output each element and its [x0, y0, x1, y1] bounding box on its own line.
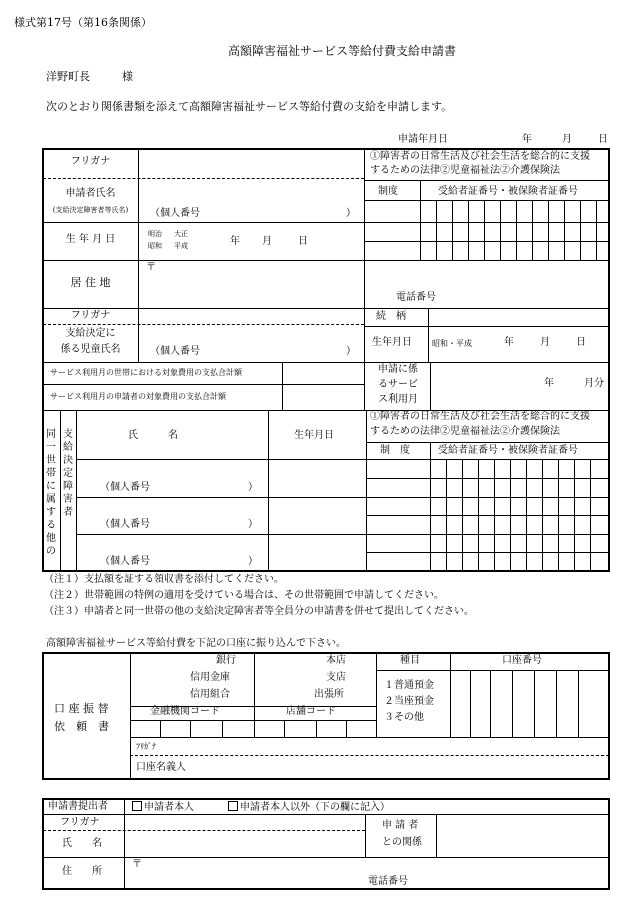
cell-divider [346, 720, 347, 737]
household-total-label: サービス利用月の世帯における対象費用の支払合計額 [50, 368, 242, 377]
household-mynumber-2: （個人番号 [100, 519, 150, 530]
applicant-name-sublabel: (支給決定障害者等氏名) [52, 206, 129, 214]
address-label: 居 住 地 [70, 276, 111, 289]
cell-divider [578, 670, 579, 737]
col-divider [436, 814, 437, 857]
birth-month: 月 [262, 236, 272, 247]
relation-label: 続 柄 [376, 311, 406, 322]
household-birth-header: 生年月日 [294, 430, 334, 441]
applicant-total-label: サービス利用月の申請者の対象費用の支払合計額 [50, 392, 226, 401]
submitter-option-self[interactable] [132, 801, 194, 815]
col-divider [364, 149, 365, 410]
intro-text: 次のとおり関係書類を添えて高額障害福祉サービス等給付費の支給を申請します。 [46, 100, 453, 113]
cell-divider [516, 200, 517, 260]
household-number-header: 受給者証番号・被保険者証番号 [438, 445, 578, 456]
era-meiji: 明治 [148, 230, 162, 238]
row-divider [366, 497, 609, 498]
cell-divider [222, 720, 223, 737]
row-divider [366, 442, 609, 443]
household-mynumber-1: （個人番号 [100, 482, 150, 493]
row-divider [76, 497, 366, 498]
cell-divider [500, 200, 501, 260]
child-birth-day: 日 [576, 337, 586, 348]
row-divider [364, 180, 609, 181]
furigana-divider [43, 324, 364, 325]
household-vertical-left: 同 一 世 帯 に 属 す る 他 の [46, 429, 56, 557]
col-divider [124, 799, 125, 889]
row-divider [43, 384, 364, 385]
other-option-label: 申請者本人以外（下の欄に記入） [240, 802, 390, 813]
addressee: 洋野町長 [46, 70, 90, 83]
submitter-phone-label: 電話番号 [368, 876, 408, 887]
row-divider [366, 534, 609, 535]
service-year: 年 [544, 378, 554, 389]
bank-code-label: 金融機関コード [150, 706, 220, 717]
child-birth-year: 年 [504, 337, 514, 348]
form-title: 高額障害福祉サービス等給付費支給申請書 [228, 44, 457, 58]
child-furigana-label: フリガナ [70, 310, 111, 321]
service-month-label-2: るサービ [378, 379, 418, 390]
cell-divider [470, 670, 471, 737]
birth-day: 日 [298, 236, 308, 247]
col-divider [365, 814, 366, 857]
self-option-label: 申請者本人 [144, 802, 194, 813]
other-checkbox[interactable] [228, 801, 238, 811]
branch-type-2: 支店 [326, 672, 346, 683]
date-label: 申請年月日 [398, 134, 448, 145]
account-number-header: 口座番号 [502, 655, 542, 666]
era-taisho: 大正 [174, 230, 188, 238]
household-law-line1: ①障害者の日常生活及び社会生活を総合的に支援 [370, 411, 590, 422]
submitter-furigana-label: フリガナ [60, 817, 100, 828]
row-divider [130, 720, 376, 721]
era-showa: 昭和 [148, 242, 162, 250]
note-3: （注３）申請者と同一世帯の他の支給決定障害者等全員分の申請書を併せて提出してください。 [44, 606, 474, 617]
furigana-divider [43, 178, 364, 179]
cell-divider [190, 720, 191, 737]
child-era: 昭和・平成 [432, 339, 472, 348]
relation-label-2: との関係 [382, 837, 422, 848]
holder-label: 口座名義人 [136, 762, 186, 773]
cell-divider [512, 670, 513, 737]
cell-divider [548, 200, 549, 260]
date-day: 日 [598, 134, 608, 145]
furigana-label: フリガナ [70, 156, 111, 167]
child-name-label-1: 支給決定に [65, 328, 116, 339]
relation-label-1: 申 請 者 [382, 820, 419, 831]
service-month-label-3: ス利用月 [378, 394, 418, 405]
cell-divider [534, 670, 535, 737]
account-type-header: 種目 [400, 655, 420, 666]
system-col-header: 制度 [378, 186, 398, 197]
note-2: （注２）世帯範囲の特例の適用を受けている場合は、その世帯範囲で申請してください。 [44, 590, 444, 601]
bank-label-1: 口 座 振 替 [54, 702, 109, 715]
col-divider [76, 410, 77, 571]
service-month-unit: 月分 [584, 378, 604, 389]
row-divider [366, 552, 609, 553]
honorific: 様 [122, 70, 133, 83]
bank-label-2: 依 頼 書 [54, 720, 109, 733]
col-divider [428, 308, 429, 362]
cell-divider [580, 200, 581, 260]
submitter-option-other[interactable] [228, 801, 390, 815]
row-divider [43, 362, 609, 363]
postal-mark: 〒 [146, 262, 156, 273]
law-note-line1: ①障害者の日常生活及び社会生活を総合的に支援 [370, 151, 590, 162]
branch-code-label: 店舗コード [286, 706, 336, 717]
furigana-divider [130, 755, 609, 756]
col-divider [450, 653, 451, 737]
child-birth-label: 生年月日 [372, 337, 412, 348]
cell-divider [564, 200, 565, 260]
era-heisei: 平成 [174, 242, 188, 250]
cell-divider [316, 720, 317, 737]
col-divider [282, 362, 283, 410]
applicant-mynumber: （個人番号 [150, 208, 200, 219]
cell-divider [556, 670, 557, 737]
furigana-divider [43, 830, 365, 831]
household-name-header: 氏 名 [128, 430, 178, 441]
row-divider [43, 857, 609, 858]
household-mynumber-close-2: ） [248, 519, 258, 530]
child-birth-month: 月 [540, 337, 550, 348]
household-mynumber-close-3: ） [248, 556, 258, 567]
law-note-line2: するための法律②児童福祉法②介護保険法 [370, 165, 560, 176]
birth-label: 生 年 月 日 [65, 234, 116, 245]
row-divider [364, 241, 609, 242]
row-divider [130, 737, 609, 738]
applicant-mynumber-close: ） [346, 208, 356, 219]
row-divider [43, 308, 609, 309]
account-type-3: ３その他 [384, 712, 424, 723]
col-divider [254, 653, 255, 737]
date-year: 年 [522, 134, 532, 145]
child-name-label-2: 係る児童氏名 [60, 344, 121, 355]
cell-divider [596, 200, 597, 260]
bank-intro: 高額障害福祉サービス等給付費を下記の口座に振り込んで下さい。 [46, 638, 346, 649]
service-month-label-1: 申請に係 [378, 364, 418, 375]
row-divider [364, 326, 609, 327]
col-divider [60, 410, 61, 571]
col-divider [130, 653, 131, 779]
branch-type-3: 出張所 [314, 689, 344, 700]
bank-type-3: 信用組合 [190, 689, 230, 700]
branch-type-1: 本店 [326, 655, 346, 666]
row-divider [76, 534, 366, 535]
household-vertical-right: 支 給 決 定 障 害 者 [63, 429, 73, 518]
submitter-postal-mark: 〒 [132, 859, 142, 870]
household-law-line2: するための法律②児童福祉法②介護保険法 [370, 426, 560, 437]
row-divider [364, 200, 609, 201]
child-mynumber: （個人番号 [150, 346, 200, 357]
birth-year: 年 [230, 236, 240, 247]
phone-label: 電話番号 [396, 292, 436, 303]
form-number: 様式第17号（第16条関係） [14, 16, 152, 29]
cell-divider [436, 200, 437, 260]
number-col-header: 受給者証番号・被保険者証番号 [438, 186, 578, 197]
cell-divider [160, 720, 161, 737]
submitter-name-label: 氏 名 [62, 838, 102, 849]
cell-divider [452, 200, 453, 260]
date-month: 月 [562, 134, 572, 145]
cell-divider [484, 200, 485, 260]
account-type-2: ２当座預金 [384, 696, 434, 707]
household-mynumber-3: （個人番号 [100, 556, 150, 567]
note-1: （注１）支払額を証する領収書を添付してください。 [44, 574, 284, 585]
bank-type-2: 信用金庫 [190, 672, 230, 683]
col-divider [138, 149, 139, 362]
household-system-header: 制 度 [380, 445, 410, 456]
row-divider [43, 260, 609, 261]
submitter-label: 申請書提出者 [48, 801, 108, 812]
cell-divider [532, 200, 533, 260]
submitter-address-label: 住 所 [62, 866, 102, 877]
col-divider [366, 410, 367, 571]
applicant-name-label: 申請者氏名 [65, 188, 116, 199]
col-divider [420, 180, 421, 260]
col-divider [376, 653, 377, 737]
row-divider [364, 222, 609, 223]
row-divider [43, 222, 364, 223]
self-checkbox[interactable] [132, 801, 142, 811]
row-divider [366, 478, 609, 479]
household-mynumber-close-1: ） [248, 482, 258, 493]
row-divider [366, 515, 609, 516]
account-type-1: １普通預金 [384, 680, 434, 691]
row-divider [76, 459, 609, 460]
row-divider [376, 670, 609, 671]
cell-divider [490, 670, 491, 737]
cell-divider [284, 720, 285, 737]
col-divider [268, 410, 269, 571]
cell-divider [468, 200, 469, 260]
holder-furigana-label: ﾌﾘｶﾞﾅ [136, 742, 156, 751]
col-divider [430, 362, 431, 410]
child-mynumber-close: ） [346, 346, 356, 357]
bank-type-1: 銀行 [216, 655, 236, 666]
